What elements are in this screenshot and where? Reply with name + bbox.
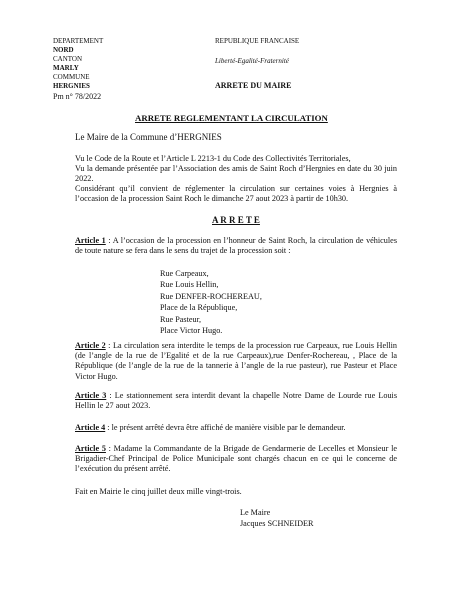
- article-1-label: Article 1: [75, 236, 106, 245]
- article-3-text: : Le stationnement sera interdit devant la chapelle Notre Dame de Lourde rue Louis Hellin le 27 aout 2023.: [75, 391, 398, 411]
- list-item: Place de la République,: [160, 303, 238, 313]
- header-left: [53, 37, 103, 102]
- departement-label: DEPARTEMENT: [53, 37, 104, 45]
- article-5-label: Article 5: [75, 444, 106, 453]
- list-item: Rue Pasteur,: [160, 314, 202, 324]
- article-2-label: Article 2: [75, 341, 106, 350]
- list-item: Rue DENFER-ROCHEREAU,: [160, 291, 262, 301]
- mayor-line: Le Maire de la Commune d’HERGNIES: [75, 132, 222, 142]
- article-5-text: : Madame la Commandante de la Brigade de Gendarmerie de Lecelles et Monsieur le Brigadier-Chef Principal de Police Municipale sont chargés chacun en ce qui le concerne de l’exécution du présent arrêté.: [75, 444, 397, 474]
- considerant: Considérant qu’il convient de réglementer la circulation sur certaines voies à Hergnies à l’occasion de la procession Saint Roch le dimanche 27 aout 2023 à partir de 10h30.: [75, 184, 397, 204]
- article-4-text: : le présent arrêté devra être affiché de manière visible par le demandeur.: [105, 423, 346, 432]
- arrete-heading: A R R E T E: [212, 215, 260, 225]
- streets-list: [160, 268, 262, 336]
- arrete-number: Pm n° 78/2022: [53, 92, 102, 101]
- article-2-text: : La circulation sera interdite le temps de la procession rue Carpeaux, rue Louis Hellin (de l’angle de la rue de l’Egalité et de la rue Carpeaux),rue Denfer-Rochereau, , Place de la République (de l’angle de la rue de la tannerie à l’angle de la rue pasteur), rue Pasteur et Place Victor Hugo.: [75, 341, 397, 381]
- signature-role: Le Maire: [240, 508, 271, 517]
- article-4-label: Article 4: [75, 423, 106, 432]
- commune-value: HERGNIES: [53, 82, 90, 90]
- document-title: ARRETE REGLEMENTANT LA CIRCULATION: [135, 113, 328, 123]
- article-5: [75, 444, 397, 475]
- article-1: [75, 236, 397, 256]
- arrete-du-maire: ARRETE DU MAIRE: [215, 81, 292, 90]
- fait-en-mairie: Fait en Mairie le cinq juillet deux mille vingt-trois.: [75, 487, 242, 496]
- article-4: [75, 423, 397, 433]
- vu-code-route: Vu le Code de la Route et l’Article L 2213-1 du Code des Collectivités Territoriales,: [75, 154, 351, 163]
- motto: Liberté-Egalité-Fraternité: [215, 57, 289, 65]
- vu-demande: Vu la demande présentée par l’Association des amis de Saint Roch d’Hergnies en date du 30 juin 2022.: [75, 164, 397, 184]
- list-item: Rue Louis Hellin,: [160, 280, 219, 290]
- list-item: Rue Carpeaux,: [160, 269, 209, 278]
- republic-label: REPUBLIQUE FRANCAISE: [215, 37, 300, 45]
- article-3: [75, 391, 397, 411]
- signature-name: Jacques SCHNEIDER: [240, 519, 314, 528]
- list-item: Place Victor Hugo.: [160, 326, 223, 336]
- commune-label: COMMUNE: [53, 73, 90, 81]
- departement-value: NORD: [53, 46, 74, 54]
- article-1-text: : A l’occasion de la procession en l’honneur de Saint Roch, la circulation de véhicules de toute nature se fera dans le sens du trajet de la procession soit :: [75, 236, 397, 256]
- article-3-label: Article 3: [75, 391, 107, 400]
- article-2: [75, 341, 397, 382]
- canton-label: CANTON: [53, 55, 83, 63]
- canton-value: MARLY: [53, 64, 79, 72]
